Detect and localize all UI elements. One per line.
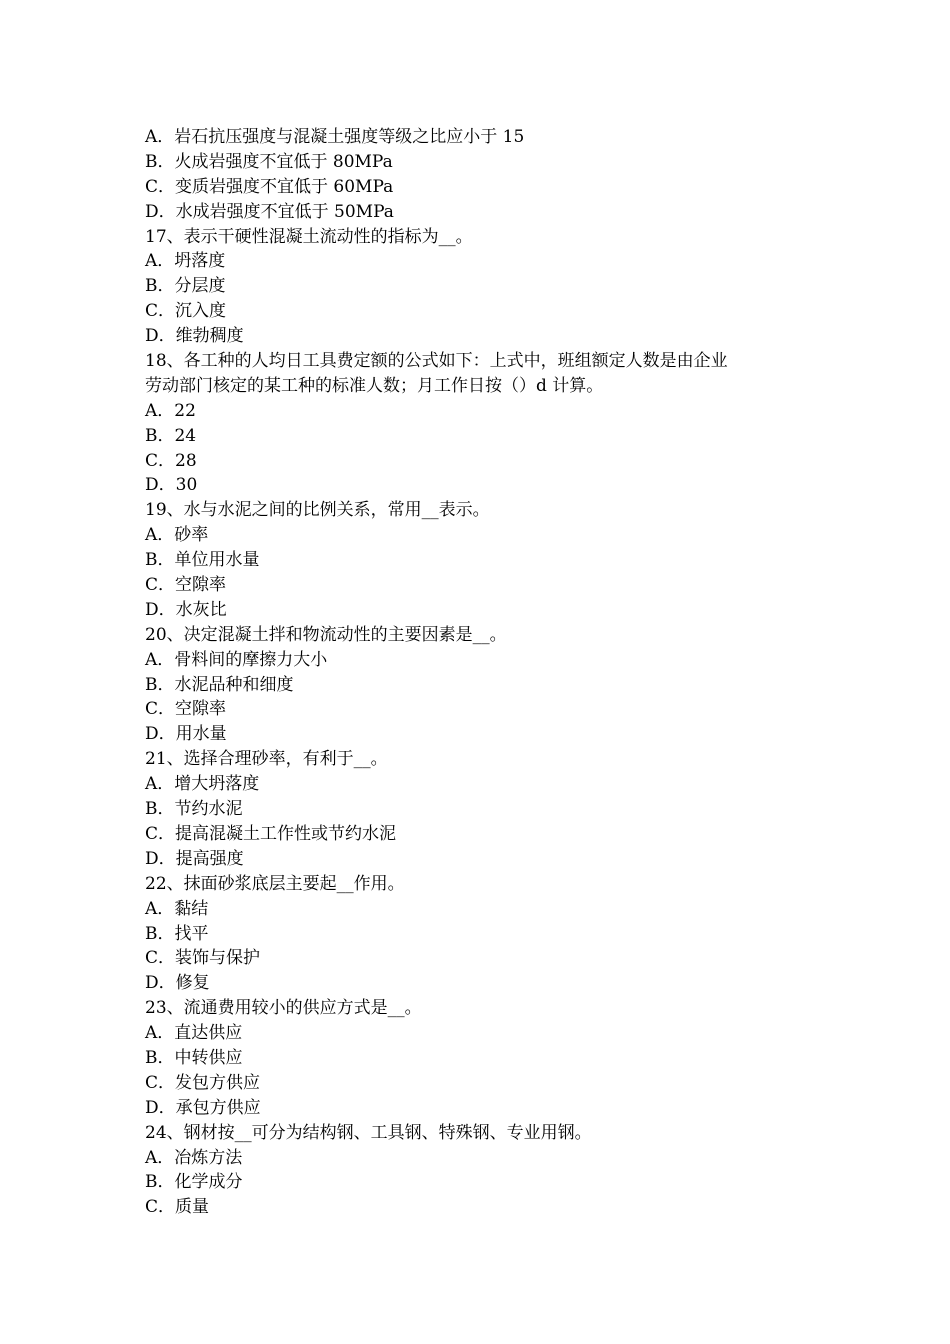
question-block-19 [145, 498, 825, 622]
question-text: 19、水与水泥之间的比例关系，常用__表示。 [145, 500, 490, 521]
question-block-21 [145, 747, 825, 871]
option-a: A．黏结 [145, 898, 209, 919]
option-c: C．提高混凝土工作性或节约水泥 [145, 823, 397, 844]
question-text-line-2: 劳动部门核定的某工种的标准人数；月工作日按（）d 计算。 [145, 375, 604, 396]
question-text: 17、表示干硬性混凝土流动性的指标为__。 [145, 226, 473, 247]
option-a: A．砂率 [145, 525, 209, 546]
question-block-16-continued [145, 125, 825, 225]
option-a: A．冶炼方法 [145, 1147, 243, 1168]
option-d: D．30 [145, 475, 198, 496]
option-b: B．中转供应 [145, 1047, 243, 1068]
option-b: B．找平 [145, 923, 209, 944]
document-body [145, 125, 825, 1220]
option-c: C．发包方供应 [145, 1072, 261, 1093]
option-b: B．化学成分 [145, 1172, 243, 1193]
option-c: C．空隙率 [145, 575, 227, 596]
question-block-22 [145, 872, 825, 996]
option-d: D．用水量 [145, 724, 227, 745]
option-d: D．承包方供应 [145, 1097, 261, 1118]
question-text-line-1: 18、各工种的人均日工具费定额的公式如下：上式中，班组额定人数是由企业 [145, 351, 728, 372]
option-c: C．沉入度 [145, 301, 227, 322]
option-a: A．增大坍落度 [145, 774, 260, 795]
option-b: B．单位用水量 [145, 550, 260, 571]
option-a: A．岩石抗压强度与混凝土强度等级之比应小于 15 [145, 127, 525, 147]
option-a: A．22 [145, 400, 196, 421]
question-text: 20、决定混凝土拌和物流动性的主要因素是__。 [145, 624, 507, 645]
question-block-17 [145, 225, 825, 349]
option-a: A．坍落度 [145, 251, 226, 272]
option-b: B．火成岩强度不宜低于 80MPa [145, 151, 393, 172]
option-c: C．变质岩强度不宜低于 60MPa [145, 176, 394, 197]
option-d: D．水成岩强度不宜低于 50MPa [145, 201, 394, 222]
option-d: D．修复 [145, 973, 210, 994]
question-block-24 [145, 1121, 825, 1221]
question-text: 23、流通费用较小的供应方式是__。 [145, 998, 422, 1019]
option-c: C．28 [145, 450, 197, 471]
option-c: C．装饰与保护 [145, 948, 261, 969]
question-text: 24、钢材按__可分为结构钢、工具钢、特殊钢、专业用钢。 [145, 1122, 592, 1143]
option-d: D．提高强度 [145, 848, 244, 869]
option-b: B．水泥品种和细度 [145, 674, 294, 695]
option-b: B．24 [145, 425, 197, 446]
question-block-18 [145, 349, 825, 498]
option-d: D．水灰比 [145, 599, 227, 620]
option-c: C．质量 [145, 1197, 210, 1218]
question-block-23 [145, 996, 825, 1120]
question-text: 21、选择合理砂率，有利于__。 [145, 749, 388, 770]
option-a: A．直达供应 [145, 1023, 243, 1044]
option-d: D．维勃稠度 [145, 326, 244, 347]
option-b: B．节约水泥 [145, 799, 243, 820]
question-text: 22、抹面砂浆底层主要起__作用。 [145, 873, 405, 894]
option-a: A．骨料间的摩擦力大小 [145, 649, 328, 670]
option-b: B．分层度 [145, 276, 226, 297]
question-block-20 [145, 623, 825, 747]
option-c: C．空隙率 [145, 699, 227, 720]
